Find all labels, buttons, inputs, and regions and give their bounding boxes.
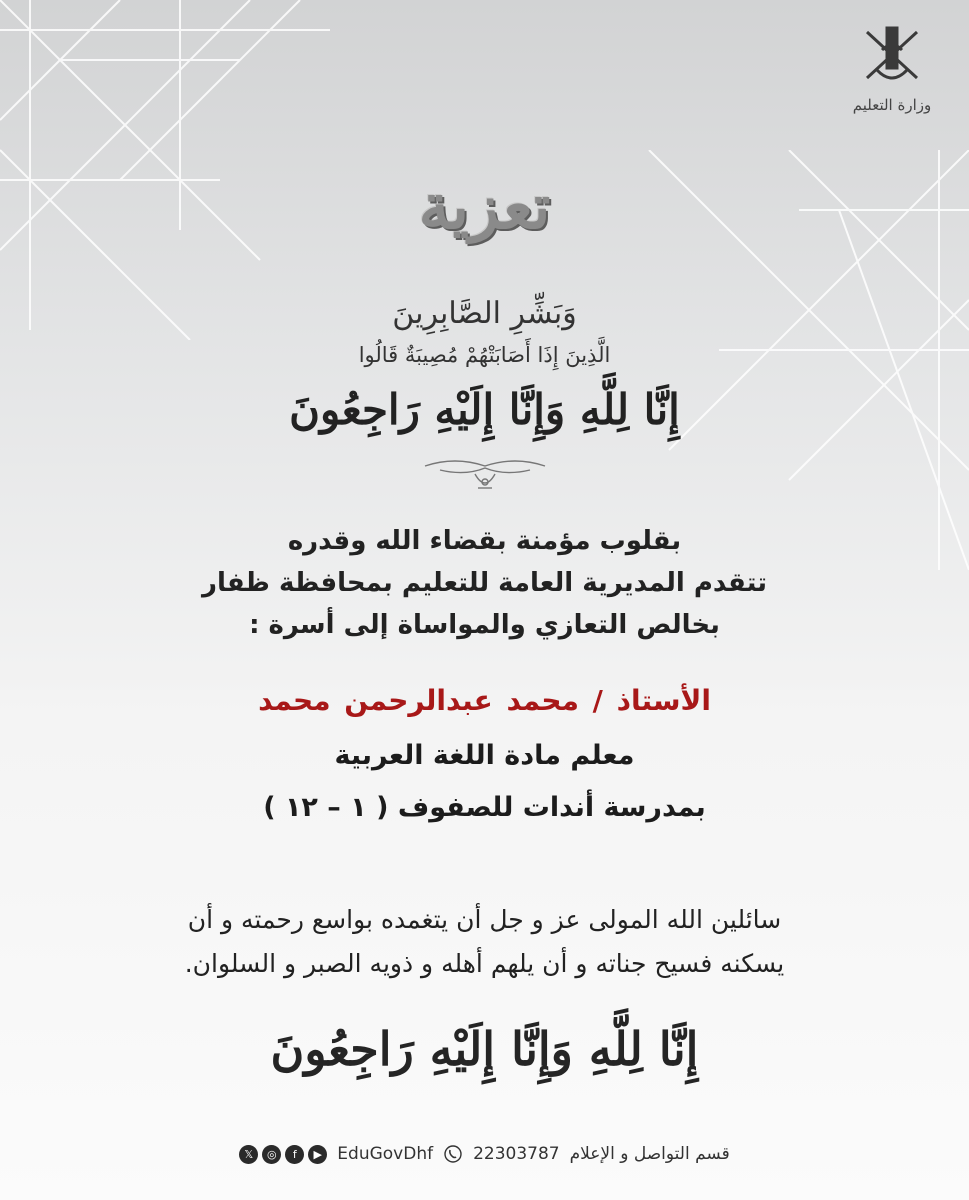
- social-icons: [239, 1145, 327, 1164]
- intro-line-3: بخالص التعازي والمواساة إلى أسرة :: [249, 610, 720, 640]
- footer-handle: EduGovDhf: [337, 1144, 434, 1164]
- instagram-icon[interactable]: ◎: [262, 1145, 281, 1164]
- prayer-line-2: يسكنه فسيح جناته و أن يلهم أهله و ذويه الصبر و السلوان.: [184, 949, 785, 978]
- facebook-icon[interactable]: f: [285, 1145, 304, 1164]
- footer-phone: 22303787: [473, 1144, 560, 1164]
- ornament-divider-icon: [420, 452, 550, 498]
- deceased-job: معلم مادة اللغة العربية: [334, 740, 635, 771]
- prayer-line-1: سائلين الله المولى عز و جل أن يتغمده بواسع رحمته و أن: [187, 905, 782, 934]
- x-icon[interactable]: 𝕏: [239, 1145, 258, 1164]
- deceased-name: الأستاذ / محمد عبدالرحمن محمد: [258, 684, 711, 717]
- prayer-text: [0, 898, 969, 986]
- oman-emblem-icon: [857, 20, 927, 90]
- youtube-icon[interactable]: ▶: [308, 1145, 327, 1164]
- deceased-school: بمدرسة أندات للصفوف ( ١ – ١٢ ): [263, 792, 706, 823]
- footer: [0, 1138, 969, 1170]
- intro-text: [0, 520, 969, 646]
- intro-line-2: تتقدم المديرية العامة للتعليم بمحافظة ظفار: [201, 568, 768, 598]
- intro-line-1: بقلوب مؤمنة بقضاء الله وقدره: [287, 526, 682, 556]
- footer-department: قسم التواصل و الإعلام: [569, 1144, 730, 1164]
- verse-line-3: إِنَّا لِلَّهِ وَإِنَّا إِلَيْهِ رَاجِعُونَ: [289, 385, 680, 434]
- ministry-name: وزارة التعليم: [852, 96, 932, 114]
- condolence-title: تعزية: [418, 170, 551, 243]
- closing-verse: إِنَّا لِلَّهِ وَإِنَّا إِلَيْهِ رَاجِعُونَ: [270, 1022, 699, 1076]
- ministry-logo: [837, 20, 947, 114]
- verse-line-2: الَّذِينَ إِذَا أَصَابَتْهُمْ مُصِيبَةٌ قَالُوا: [358, 343, 611, 367]
- phone-icon: [443, 1144, 463, 1164]
- verse-line-1: وَبَشِّرِ الصَّابِرِينَ: [392, 296, 577, 331]
